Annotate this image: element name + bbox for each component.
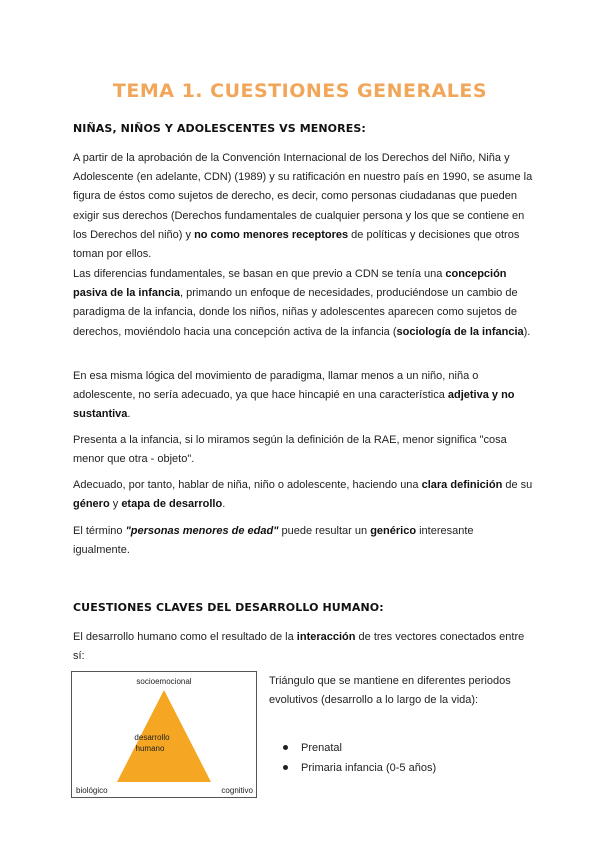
evolutionary-periods-list bbox=[283, 738, 436, 778]
triangle-description: Triángulo que se mantiene en diferentes periodos evolutivos (desarrollo a lo largo de la vida): bbox=[269, 675, 511, 707]
list-item bbox=[283, 758, 436, 778]
development-triangle-figure bbox=[71, 671, 257, 798]
bullet-icon bbox=[283, 765, 288, 770]
label-socioemocional: socioemocional bbox=[136, 677, 192, 686]
paragraph-cdn: A partir de la aprobación de la Convención Internacional de los Derechos del Niño, Niña y Adolescente (en adelante, CDN) (1989) y su ratificación en nuestro país en 1990, se asume la figura de éstos como sujetos de derecho, es decir, como personas ciudadanas que pueden exigir sus derechos (Derechos fundamentales de cualquier persona y los que se contiene en los Derechos del niño) y no como menores receptores de políticas y decisiones que otros toman por ellos. bbox=[73, 152, 533, 261]
label-humano: humano bbox=[135, 744, 165, 753]
label-biologico: biológico bbox=[76, 786, 108, 795]
label-desarrollo: desarrollo bbox=[134, 733, 170, 742]
section-heading-desarrollo-humano: CUESTIONES CLAVES DEL DESARROLLO HUMANO: bbox=[73, 601, 384, 614]
paragraph-adecuado: Adecuado, por tanto, hablar de niña, niño o adolescente, haciendo una clara definición de su género y etapa de desarrollo. bbox=[73, 479, 533, 511]
triangle-diagram bbox=[72, 672, 256, 797]
bullet-icon bbox=[283, 745, 288, 750]
label-cognitivo: cognitivo bbox=[221, 786, 253, 795]
paragraph-diferencias: Las diferencias fundamentales, se basan en que previo a CDN se tenía una concepción pasiva de la infancia, primando un enfoque de necesidades, produciéndose un cambio de paradigma de la infancia, donde los niños, niñas y adolescentes aparecen como sujetos de derechos, moviéndolo hacia una concepción activa de la infancia (sociología de la infancia). bbox=[73, 268, 531, 338]
section-heading-ninos-vs-menores: NIÑAS, NIÑOS Y ADOLESCENTES VS MENORES: bbox=[73, 122, 366, 135]
list-item bbox=[283, 738, 436, 758]
paragraph-termino: El término "personas menores de edad" puede resultar un genérico interesante igualmente. bbox=[73, 525, 474, 557]
page-title: TEMA 1. CUESTIONES GENERALES bbox=[112, 80, 488, 102]
list-item-label: Prenatal bbox=[301, 742, 342, 754]
list-item-label: Primaria infancia (0-5 años) bbox=[301, 762, 437, 774]
paragraph-rae: Presenta a la infancia, si lo miramos según la definición de la RAE, menor significa "cosa menor que otra - objeto". bbox=[73, 434, 507, 466]
paragraph-interaccion: El desarrollo humano como el resultado de la interacción de tres vectores conectados entre sí: bbox=[73, 631, 525, 663]
paragraph-paradigma: En esa misma lógica del movimiento de paradigma, llamar menos a un niño, niña o adolescente, no sería adecuado, ya que hace hincapié en una característica adjetiva y no sustantiva. bbox=[73, 370, 515, 421]
